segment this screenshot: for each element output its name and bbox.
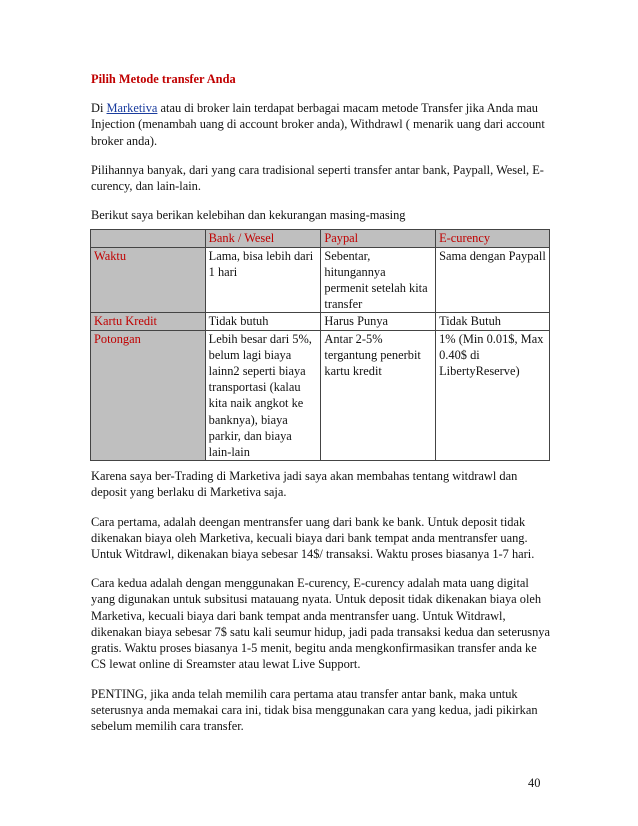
table-cell: Lama, bisa lebih dari 1 hari	[205, 247, 321, 313]
marketiva-link[interactable]: Marketiva	[106, 101, 158, 116]
table-cell: Lebih besar dari 5%, belum lagi biaya lainn2 seperti biaya transportasi (kalau kita naik angkot ke banknya), biaya parkir, dan biaya lain-lain	[205, 330, 321, 461]
intro-paragraph	[91, 100, 551, 149]
table-cell: Antar 2-5% tergantung penerbit kartu kredit	[321, 330, 436, 461]
row-label-waktu: Waktu	[91, 247, 206, 313]
section-heading: Pilih Metode transfer Anda	[91, 72, 236, 86]
table-cell: Tidak butuh	[205, 313, 321, 330]
paragraph-cara-pertama: Cara pertama, adalah deengan mentransfer uang dari bank ke bank. Untuk deposit tidak dikenakan biaya oleh Marketiva, kecuali biaya dari bank tempat anda mentransfer uang. Untuk Witdrawl, dikenakan biaya sebesar 14$/ transaksi. Waktu proses biasanya 1-7 hari.	[91, 514, 535, 562]
table-cell: Sebentar, hitungannya permenit setelah kita transfer	[321, 247, 436, 313]
table-cell: Harus Punya	[321, 313, 436, 330]
table-header-row	[91, 230, 550, 247]
table-cell: Sama dengan Paypall	[436, 247, 550, 313]
comparison-table	[90, 229, 550, 461]
row-label-potongan: Potongan	[91, 330, 206, 461]
paragraph-marketiva: Karena saya ber-Trading di Marketiva jadi saya akan membahas tentang witdrawl dan deposit yang berlaku di Marketiva saja.	[91, 469, 518, 500]
table-header-empty	[91, 230, 206, 247]
paragraph-options: Pilihannya banyak, dari yang cara tradisional seperti transfer antar bank, Paypall, Wesel, E-curency, dan lain-lain.	[91, 162, 544, 194]
paragraph-cara-kedua: Cara kedua adalah dengan menggunakan E-curency, E-curency adalah mata uang digital yang digunakan untuk subsitusi matauang nyata. Untuk deposit tidak dikenakan biaya oleh Marketiva, kecuali biaya dari bank tempat anda mentransfer uang. Untuk Witdrawl, dikenakan biaya sebesar 7$ satu kali seumur hidup, jadi pada transaksi kedua dan seterusnya gratis. Waktu proses biasanya 1-5 menit, begitu anda mengkonfirmasikan transfer anda ke CS lewat online di Sreamster atau lewat Live Support.	[91, 576, 550, 672]
table-header-paypal: Paypal	[321, 230, 436, 247]
table-row	[91, 247, 550, 313]
table-cell: Tidak Butuh	[436, 313, 550, 330]
paragraph-penting: PENTING, jika anda telah memilih cara pertama atau transfer antar bank, maka untuk seterusnya anda memakai cara ini, tidak bisa menggunakan cara yang kedua, jadi pikirkan sebelum memilih cara transfer.	[91, 686, 538, 733]
page-number: 40	[528, 776, 541, 790]
row-label-kartu-kredit: Kartu Kredit	[91, 313, 206, 330]
paragraph-table-intro: Berikut saya berikan kelebihan dan kekurangan masing-masing	[91, 208, 406, 223]
table-row	[91, 313, 550, 330]
table-cell: 1% (Min 0.01$, Max 0.40$ di LibertyReserve)	[436, 330, 550, 461]
table-header-bank: Bank / Wesel	[205, 230, 321, 247]
table-row	[91, 330, 550, 461]
intro-prefix: Di	[91, 101, 107, 116]
intro-suffix: atau di broker lain terdapat berbagai macam metode Transfer jika Anda mau Injection (menambah uang di account broker anda), Withdrawl ( menarik uang dari account broker anda).	[91, 101, 545, 148]
table-header-ecurency: E-curency	[436, 230, 550, 247]
page-content	[91, 71, 551, 747]
